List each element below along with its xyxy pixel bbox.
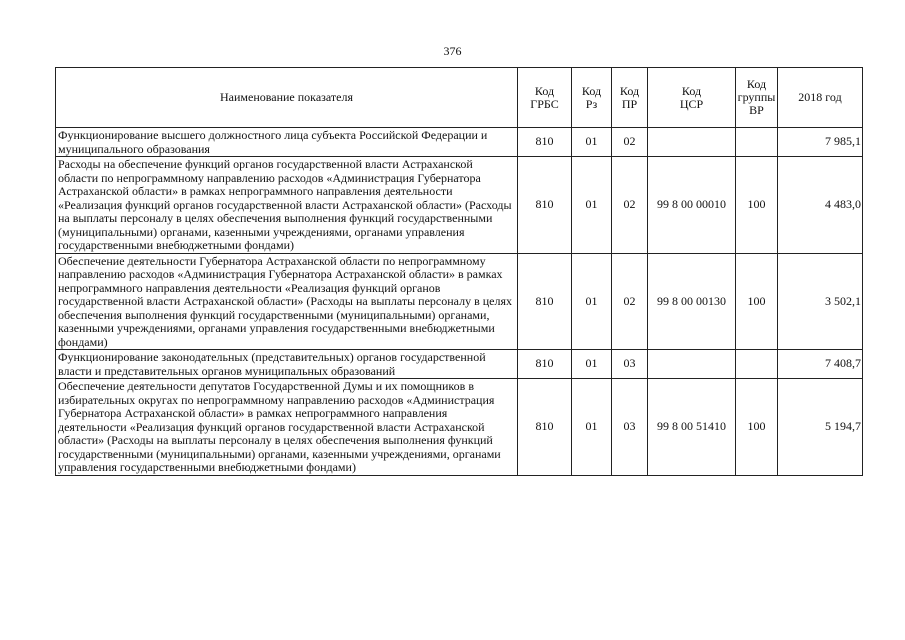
row-vr: 100 <box>736 253 778 350</box>
header-csr <box>648 68 736 128</box>
row-grbs: 810 <box>518 350 572 379</box>
header-grbs <box>518 68 572 128</box>
row-name: Обеспечение деятельности депутатов Государственной Думы и их помощников в избирательных округах по непрограммному направлению расходов «Администрация Губернатора Астраханской области» в рамках непрограммного направления деятельности «Реализация функций органов государственной власти Астраханской области» (Расходы на выплаты персоналу в целях обеспечения выполнения функций государственными (муниципальными) органами, казенными учреждениями, органами управления государственными внебюджетными фондами) <box>56 379 518 476</box>
row-grbs: 810 <box>518 157 572 254</box>
row-csr: 99 8 00 51410 <box>648 379 736 476</box>
header-year: 2018 год <box>778 68 863 128</box>
row-grbs: 810 <box>518 128 572 157</box>
row-rz: 01 <box>572 350 612 379</box>
page-number: 376 <box>443 44 462 58</box>
row-vr <box>736 128 778 157</box>
header-pr-line: Код <box>619 83 640 98</box>
row-rz: 01 <box>572 128 612 157</box>
row-rz: 01 <box>572 253 612 350</box>
row-csr <box>648 128 736 157</box>
header-vr-line: группы <box>737 90 776 104</box>
row-amount: 5 194,7 <box>778 379 863 476</box>
table-row <box>56 157 863 254</box>
row-amount: 7 408,7 <box>778 350 863 379</box>
row-vr <box>736 350 778 379</box>
row-pr: 02 <box>612 157 648 254</box>
row-grbs: 810 <box>518 253 572 350</box>
header-rz-line: Рз <box>585 96 598 111</box>
row-amount: 4 483,0 <box>778 157 863 254</box>
row-csr: 99 8 00 00010 <box>648 157 736 254</box>
row-vr: 100 <box>736 157 778 254</box>
row-name: Функционирование высшего должностного лица субъекта Российской Федерации и муниципального образования <box>56 128 518 157</box>
table-row <box>56 379 863 476</box>
header-csr-line: Код <box>681 83 702 98</box>
header-pr-line: ПР <box>621 96 638 111</box>
header-grbs-line: ГРБС <box>530 96 559 111</box>
row-rz: 01 <box>572 379 612 476</box>
table-row <box>56 128 863 157</box>
row-grbs: 810 <box>518 379 572 476</box>
row-pr: 03 <box>612 350 648 379</box>
header-vr-line: Код <box>746 77 767 91</box>
header-grbs-line: Код <box>534 83 555 98</box>
table-row <box>56 350 863 379</box>
row-amount: 3 502,1 <box>778 253 863 350</box>
row-name: Обеспечение деятельности Губернатора Астраханской области по непрограммному направлению расходов «Администрация Губернатора Астраханской области» в рамках непрограммного направления деятельности «Реализация функций органов государственной власти Астраханской области» (Расходы на выплаты персоналу в целях обеспечения выполнения функций государственными (муниципальными) органами, казенными учреждениями, органами управления государственными внебюджетными фондами) <box>56 253 518 350</box>
budget-table <box>55 67 863 476</box>
row-name: Расходы на обеспечение функций органов государственной власти Астраханской области по непрограммному направлению расходов «Администрация Губернатора Астраханской области» в рамках непрограммного направления деятельности «Реализация функций органов государственной власти Астраханской области» (Расходы на выплаты персоналу в целях обеспечения выполнения функций государственными (муниципальными) органами, казенными учреждениями, органами управления государственными внебюджетными фондами) <box>56 157 518 254</box>
header-vr <box>736 68 778 128</box>
header-name: Наименование показателя <box>56 68 518 128</box>
row-csr: 99 8 00 00130 <box>648 253 736 350</box>
header-rz-line: Код <box>581 83 602 98</box>
table-row <box>56 253 863 350</box>
header-pr <box>612 68 648 128</box>
row-pr: 02 <box>612 253 648 350</box>
header-csr-line: ЦСР <box>679 96 704 111</box>
row-pr: 03 <box>612 379 648 476</box>
row-pr: 02 <box>612 128 648 157</box>
row-csr <box>648 350 736 379</box>
row-vr: 100 <box>736 379 778 476</box>
row-rz: 01 <box>572 157 612 254</box>
header-vr-line: ВР <box>749 103 764 117</box>
table-header-row <box>56 68 863 128</box>
header-rz <box>572 68 612 128</box>
row-name: Функционирование законодательных (представительных) органов государственной власти и представительных органов муниципальных образований <box>56 350 518 379</box>
row-amount: 7 985,1 <box>778 128 863 157</box>
